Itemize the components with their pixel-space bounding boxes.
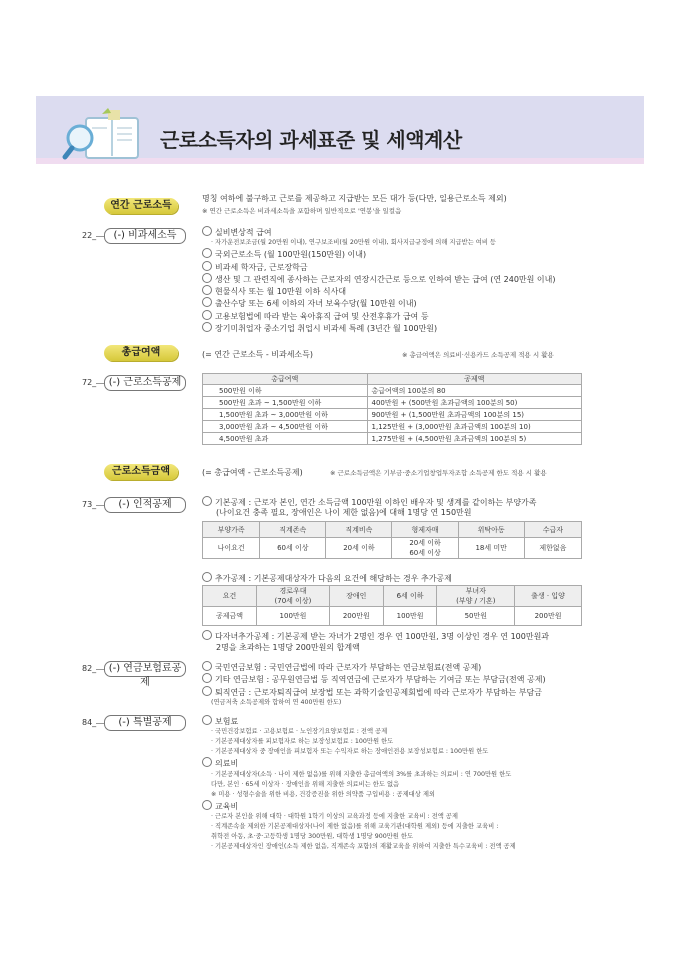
earned-deduction-label: (-) 근로소득공제: [104, 375, 186, 391]
pension-deduction-label: (-) 연금보험료공제: [104, 661, 186, 677]
list-item: [202, 800, 516, 812]
list-subitem: [202, 822, 516, 832]
list-item-text: 교육비: [215, 801, 239, 811]
gross-salary-label: 총급여액: [104, 345, 178, 361]
table-header: 6세 이하: [383, 586, 437, 607]
list-item: [202, 297, 556, 309]
table-cell: 200만원: [329, 607, 383, 626]
multi-child-title: [202, 630, 549, 642]
table-header: 출생 · 입양: [515, 586, 582, 607]
bullet-icon: [202, 757, 212, 767]
list-item-text: 국외근로소득 (월 100만원(150만원) 이내): [215, 250, 367, 260]
bullet-icon: [202, 297, 212, 307]
list-subitem: [202, 812, 516, 822]
connector: [96, 669, 104, 670]
list-item: [202, 273, 556, 285]
list-subitem: [202, 780, 516, 790]
list-item: [202, 686, 546, 698]
list-item-text: 비과세 학자금, 근로장학금: [215, 262, 308, 272]
book-magnifier-icon: [62, 104, 146, 162]
extra-deduction-text: 추가공제 : 기본공제대상자가 다음의 요건에 해당하는 경우 추가공제: [215, 574, 452, 583]
earned-income-label: 근로소득금액: [104, 464, 178, 480]
extra-deduction-title: [202, 572, 452, 584]
list-item-text: 장기미취업자 중소기업 취업시 비과세 특례 (3년간 월 100만원): [215, 324, 438, 334]
bullet-icon: [202, 673, 212, 683]
bullet-icon: [202, 715, 212, 725]
list-item-text: · 기본공제대상자인 장애인(소득 제한 없음, 직계존속 포함)의 재활교육을 위하여 지출한 특수교육비 : 전액 공제: [211, 842, 516, 850]
bullet-icon: [202, 630, 212, 640]
list-item-text: 고용보험법에 따라 받는 육아휴직 급여 및 산전후휴가 급여 등: [215, 311, 429, 321]
multi-child-sub: 2명을 초과하는 1명당 200만원의 합계액: [216, 643, 360, 652]
table-cell: 200만원: [515, 607, 582, 626]
pension-list: [202, 661, 546, 708]
list-item-text: · 국민건강보험료 · 고용보험료 · 노인장기요양보험료 : 전액 공제: [211, 728, 388, 736]
list-subitem: [202, 737, 516, 747]
list-item: [202, 310, 556, 322]
list-item-text: · 기본공제대상자 중 장애인을 피보험자 또는 수익자로 하는 장애인전용 보장성보험료 : 100만원 한도: [211, 748, 489, 756]
nontax-label: (-) 비과세소득: [104, 228, 186, 244]
list-item: [202, 261, 556, 273]
table-cell: 20세 이하: [326, 538, 392, 559]
page-ref-73: 73_: [82, 500, 97, 509]
bullet-icon: [202, 226, 212, 236]
table-cell: 3,000만원 초과 ~ 4,500만원 이하: [203, 421, 368, 433]
table-cell: 500만원 초과 ~ 1,500만원 이하: [203, 397, 368, 409]
bullet-icon: [202, 496, 212, 506]
list-item: [202, 226, 556, 238]
list-item-text: 취학전 아동, 초·중·고등학생 1명당 300만원, 대학생 1명당 900만원 한도: [211, 832, 414, 840]
gross-salary-formula: (= 연간 근로소득 - 비과세소득): [202, 350, 314, 359]
table-header: 요건: [203, 586, 257, 607]
connector: [96, 505, 104, 506]
table-cell: 1,125만원 + (3,000만원 초과금액의 100분의 10): [367, 421, 581, 433]
nontax-list: [202, 226, 556, 334]
list-item-text: 실비변상적 급여: [215, 228, 272, 237]
table-header: 형제자매: [392, 522, 458, 538]
page-ref-82: 82_: [82, 664, 97, 673]
list-item-text: (연금저축 소득공제와 합하여 연 400만원 한도): [211, 698, 342, 706]
list-item-text: · 근로자 본인을 위해 대학 · 대학원 1학기 이상의 교육과정 등에 지출한 교육비 : 전액 공제: [211, 812, 458, 820]
table-cell: 100만원: [257, 607, 330, 626]
list-item: [202, 322, 556, 334]
extra-deduction-table: [202, 585, 582, 626]
connector: [96, 383, 104, 384]
basic-deduction-table: [202, 521, 582, 559]
page-title: 근로소득자의 과세표준 및 세액계산: [160, 128, 462, 152]
gross-salary-note: ※ 총급여액은 의료비·신용카드 소득공제 적용 시 활용: [402, 351, 554, 359]
table-header: 위탁아동: [458, 522, 524, 538]
table-header: 공제액: [367, 374, 581, 385]
list-subitem: [202, 747, 516, 757]
list-item: [202, 673, 546, 685]
list-subitem: [202, 790, 516, 800]
table-header: 장애인: [329, 586, 383, 607]
list-item: [202, 661, 546, 673]
table-cell: 1,275만원 + (4,500만원 초과금액의 100분의 5): [367, 433, 581, 445]
earned-income-formula: (= 총급여액 - 근로소득공제): [202, 468, 303, 477]
table-cell: 18세 미만: [458, 538, 524, 559]
table-cell: 500만원 이하: [203, 385, 368, 397]
list-item-text: 출산수당 또는 6세 이하의 자녀 보육수당(월 10만원 이내): [215, 299, 417, 309]
list-item: [202, 715, 516, 727]
bullet-icon: [202, 273, 212, 283]
list-item-text: 국민연금보험 : 국민연금법에 따라 근로자가 부담하는 연금보험료(전액 공제): [215, 663, 482, 672]
list-item-text: · 직계존속을 제외한 기본공제대상자(나이 제한 없음)를 위해 교육기관(대학원 제외) 등에 지출한 교육비 :: [211, 822, 499, 830]
annual-income-note: ※ 연간 근로소득은 비과세소득을 포함하며 일반적으로 '연봉'을 일컬음: [202, 207, 402, 215]
table-header: 수급자: [524, 522, 581, 538]
multi-child-text: 다자녀추가공제 : 기본공제 받는 자녀가 2명인 경우 연 100만원, 3명 이상인 경우 연 100만원과: [215, 632, 550, 641]
list-item-text: 현물식사 또는 월 10만원 이하 식사대: [215, 287, 347, 297]
table-cell: 공제금액: [203, 607, 257, 626]
table-row: [203, 409, 582, 421]
table-header: 부양가족: [203, 522, 260, 538]
bullet-icon: [202, 261, 212, 271]
bullet-icon: [202, 285, 212, 295]
table-row: [203, 421, 582, 433]
list-subitem: [202, 842, 516, 852]
bullet-icon: [202, 661, 212, 671]
table-header: 경로우대 (70세 이상): [257, 586, 330, 607]
bullet-icon: [202, 686, 212, 696]
table-cell: 1,500만원 초과 ~ 3,000만원 이하: [203, 409, 368, 421]
table-header: 부녀자 (부양 / 기혼): [437, 586, 515, 607]
connector: [96, 723, 104, 724]
earned-deduction-table: [202, 373, 582, 445]
table-cell: 50만원: [437, 607, 515, 626]
list-subitem: [202, 832, 516, 842]
table-cell: 900만원 + (1,500만원 초과금액의 100분의 15): [367, 409, 581, 421]
connector: [96, 236, 104, 237]
special-deduction-label: (-) 특별공제: [104, 715, 186, 731]
personal-deduction-label: (-) 인적공제: [104, 497, 186, 513]
annual-income-desc: 명칭 여하에 불구하고 근로를 제공하고 지급받는 모든 대가 등(다만, 일용근로소득 제외): [202, 194, 507, 203]
list-item-text: 기타 연금보험 : 공무원연금법 등 직역연금에 근로자가 부담하는 기여금 또는 부담금(전액 공제): [215, 675, 546, 685]
list-subitem: [202, 727, 516, 737]
table-header: 직계비속: [326, 522, 392, 538]
annual-income-label: 연간 근로소득: [104, 198, 178, 214]
table-row: [203, 538, 582, 559]
list-item-text: · 기본공제대상자를 피보험자로 하는 보장성보험료 : 100만원 한도: [211, 738, 394, 746]
list-item-text: · 기본공제대상자(소득 · 나이 제한 없음)를 위해 지출한 총급여액의 3%를 초과하는 의료비 : 연 700만원 한도: [211, 770, 512, 778]
page-ref-84: 84_: [82, 718, 97, 727]
earned-income-note: ※ 근로소득금액은 기부금·중소기업창업투자조합 소득공제 한도 적용 시 활용: [330, 469, 547, 477]
table-cell: 나이요건: [203, 538, 260, 559]
table-cell: 4,500만원 초과: [203, 433, 368, 445]
table-cell: 100만원: [383, 607, 437, 626]
basic-deduction-text: 기본공제 : 근로자 본인, 연간 소득금액 100만원 이하인 배우자 및 생계를 같이하는 부양가족: [215, 498, 537, 507]
table-cell: 20세 이하 60세 이상: [392, 538, 458, 559]
table-header: 총급여액: [203, 374, 368, 385]
list-subitem: [202, 698, 546, 708]
list-item-text: 생산 및 그 관련직에 종사하는 근로자의 연장시간근로 등으로 인하여 받는 급여 (연 240만원 이내): [215, 274, 556, 284]
bullet-icon: [202, 322, 212, 332]
table-cell: 총급여액의 100분의 80: [367, 385, 581, 397]
list-item-text: · 자가운전보조금(월 20만원 이내), 연구보조비(월 20만원 이내), 회사지급규정에 의해 지급받는 여비 등: [211, 239, 497, 247]
list-item-text: ※ 미용 · 성형수술을 위한 비용, 건강증진을 위한 의약품 구입비용 : 공제대상 제외: [211, 790, 435, 798]
table-row: [203, 607, 582, 626]
table-cell: 제한없음: [524, 538, 581, 559]
list-item-text: 의료비: [215, 759, 239, 769]
list-item-text: 퇴직연금 : 근로자퇴직급여 보장법 또는 과학기술인공제회법에 따라 근로자가 부담하는 부담금: [215, 687, 542, 697]
list-item-text: 다만, 본인 · 65세 이상자 · 장애인을 위해 지출한 의료비는 한도 없음: [211, 780, 400, 788]
list-item-text: 보험료: [215, 717, 239, 726]
bullet-icon: [202, 310, 212, 320]
page-ref-72: 72_: [82, 378, 97, 387]
table-cell: 400만원 + (500만원 초과금액의 100분의 50): [367, 397, 581, 409]
table-header-row: [203, 522, 582, 538]
table-row: [203, 397, 582, 409]
table-cell: 60세 이상: [260, 538, 326, 559]
list-item: [202, 757, 516, 769]
basic-deduction-sub: (나이요건 충족 필요, 장애인은 나이 제한 없음)에 대해 1명당 연 150만원: [216, 508, 472, 517]
table-header-row: [203, 586, 582, 607]
bullet-icon: [202, 248, 212, 258]
list-subitem: [202, 770, 516, 780]
bullet-icon: [202, 572, 212, 582]
list-item: [202, 248, 556, 260]
table-header: 직계존속: [260, 522, 326, 538]
bullet-icon: [202, 800, 212, 810]
table-header-row: [203, 374, 582, 385]
special-list: [202, 715, 516, 852]
list-item: [202, 285, 556, 297]
table-row: [203, 385, 582, 397]
page-ref-22: 22_: [82, 231, 97, 240]
table-row: [203, 433, 582, 445]
list-subitem: [202, 238, 556, 248]
